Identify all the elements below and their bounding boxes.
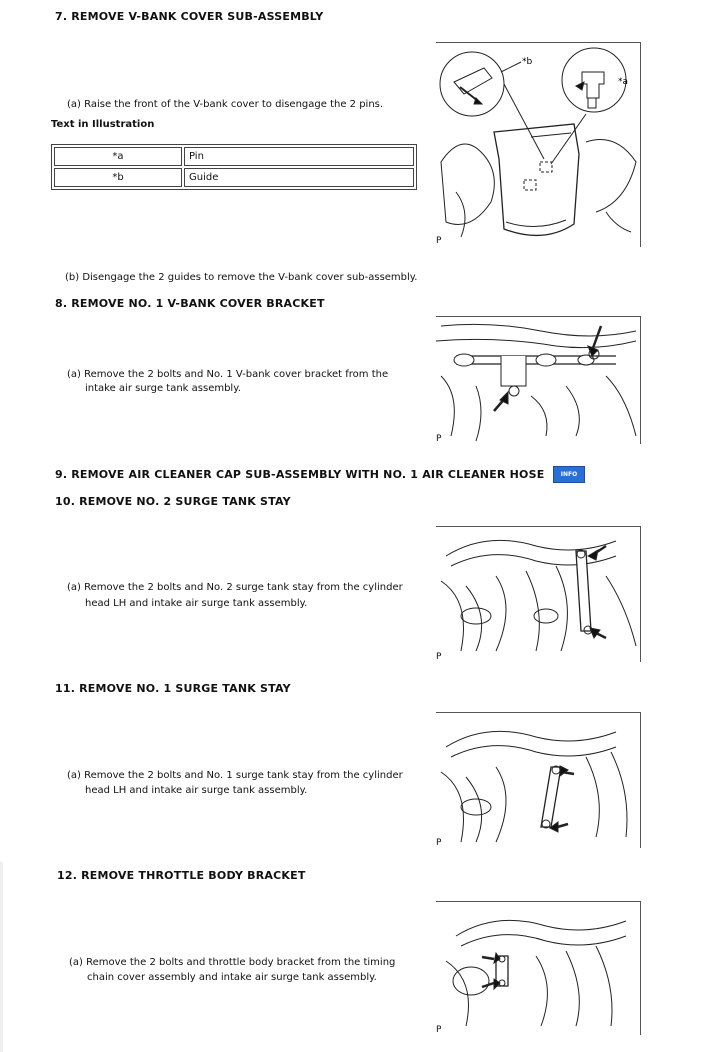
table-row (54, 168, 414, 187)
surge-tank-stay-2-drawing (436, 526, 641, 662)
throttle-bracket-illustration (436, 901, 641, 1035)
section-11-heading: 11. REMOVE NO. 1 SURGE TANK STAY (55, 682, 291, 695)
vbank-bracket-drawing (436, 316, 641, 444)
table-cell-key: *a (54, 147, 182, 166)
section-11-step-a-line2: head LH and intake air surge tank assembly. (85, 785, 308, 796)
section-7-heading: 7. REMOVE V-BANK COVER SUB-ASSEMBLY (55, 10, 324, 23)
section-12-step-a-line1: (a) Remove the 2 bolts and throttle body bracket from the timing (69, 957, 396, 968)
surge-tank-stay-1-illustration (436, 712, 641, 848)
callout-b-label: *b (522, 57, 533, 67)
margin-strip (0, 862, 3, 1052)
section-7-step-a: (a) Raise the front of the V-bank cover to disengage the 2 pins. (67, 99, 384, 110)
section-8-step-a-line1: (a) Remove the 2 bolts and No. 1 V-bank cover bracket from the (67, 369, 389, 380)
callout-a-label: *a (618, 77, 629, 87)
section-10-heading: 10. REMOVE NO. 2 SURGE TANK STAY (55, 495, 291, 508)
illustration-label: Text in Illustration (51, 119, 155, 130)
surge-tank-stay-1-drawing (436, 712, 641, 848)
figure-marker: P (436, 838, 442, 848)
table-cell-key: *b (54, 168, 182, 187)
vbank-cover-drawing (436, 42, 641, 247)
table-cell-value: Guide (184, 168, 414, 187)
section-12-step-a-line2: chain cover assembly and intake air surge tank assembly. (87, 972, 377, 983)
section-8-heading: 8. REMOVE NO. 1 V-BANK COVER BRACKET (55, 297, 325, 310)
throttle-bracket-drawing (436, 901, 641, 1035)
section-9-heading: 9. REMOVE AIR CLEANER CAP SUB-ASSEMBLY WITH NO. 1 AIR CLEANER HOSE (55, 468, 545, 481)
section-10-step-a-line1: (a) Remove the 2 bolts and No. 2 surge tank stay from the cylinder (67, 582, 403, 593)
illustration-legend-table (51, 144, 417, 190)
vbank-bracket-illustration (436, 316, 641, 444)
table-cell-value: Pin (184, 147, 414, 166)
vbank-cover-illustration (436, 42, 641, 247)
section-8-step-a-line2: intake air surge tank assembly. (85, 383, 241, 394)
surge-tank-stay-2-illustration (436, 526, 641, 662)
section-12-heading: 12. REMOVE THROTTLE BODY BRACKET (57, 869, 306, 882)
figure-marker: P (436, 1025, 442, 1035)
figure-marker: P (436, 236, 442, 246)
figure-marker: P (436, 652, 442, 662)
section-11-step-a-line1: (a) Remove the 2 bolts and No. 1 surge tank stay from the cylinder (67, 770, 403, 781)
figure-marker: P (436, 434, 442, 444)
section-10-step-a-line2: head LH and intake air surge tank assembly. (85, 598, 308, 609)
section-7-step-b: (b) Disengage the 2 guides to remove the V-bank cover sub-assembly. (65, 272, 418, 283)
table-row (54, 147, 414, 166)
info-badge-button[interactable]: INFO (553, 466, 585, 483)
